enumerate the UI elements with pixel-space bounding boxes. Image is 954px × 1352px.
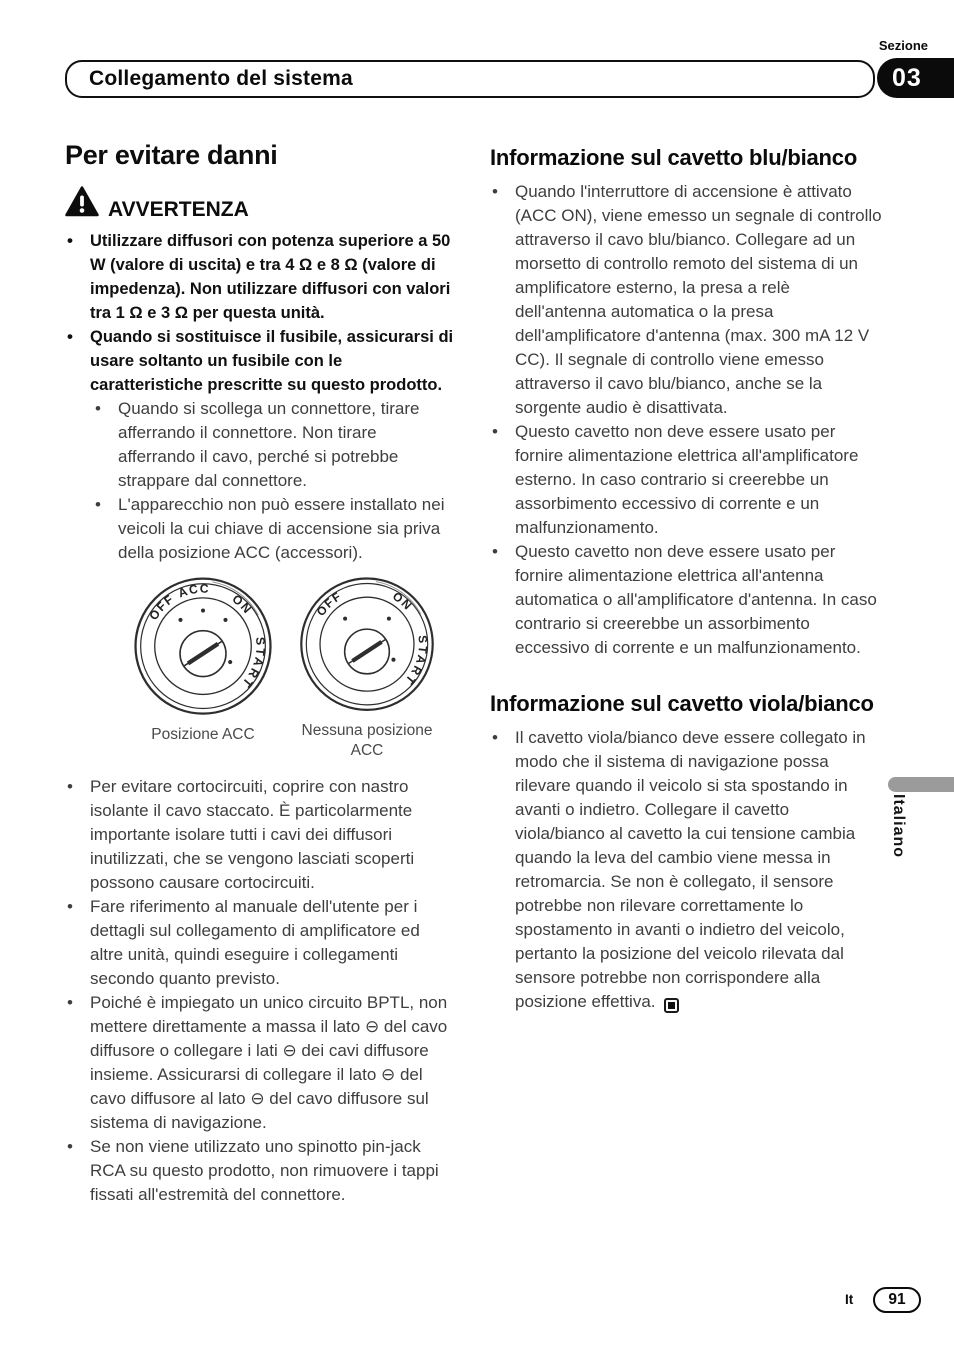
warning-bullet-list — [65, 229, 457, 397]
diagram-caption: Nessuna posizione ACC — [301, 722, 433, 759]
list-item: • Per evitare cortocircuiti, coprire con nastro isolante il cavo staccato. È particolarmente importante isolare tutti i cavi dei diffusori inutilizzati, che se vengono lasciati scoperti possono causare cortocircuiti. — [65, 775, 457, 895]
section-number: 03 — [892, 63, 922, 92]
ignition-switch-no-acc-illustration — [294, 573, 440, 719]
dial-label-start: START — [401, 634, 431, 689]
footer-language-abbr: It — [845, 1292, 854, 1307]
ignition-diagram-no-acc — [287, 573, 447, 761]
precaution-bullet-list — [65, 775, 457, 1207]
end-of-section-icon — [664, 998, 679, 1013]
list-item: • L'apparecchio non può essere installato nei veicoli la cui chiave di accensione sia priva della posizione ACC (accessori). — [65, 493, 457, 565]
blue-white-bullet-list — [490, 180, 882, 660]
ignition-diagram-acc — [123, 573, 283, 745]
dial-label-off: OFF — [313, 588, 345, 619]
dial-label-on: ON — [229, 591, 256, 617]
right-column — [490, 145, 882, 1014]
dial-label-acc: ACC — [176, 581, 211, 601]
list-item: • Poiché è impiegato un unico circuito BPTL, non mettere direttamente a massa il lato ⊖ del cavo diffusore o collegare i lati ⊖ dei cavi diffusore insieme. Assicurarsi di collegare il lato ⊖ del cavo diffusore al lato ⊖ del cavo diffusore sul sistema di navigazione. — [65, 991, 457, 1135]
section-label: Sezione — [878, 38, 928, 53]
list-item: • Questo cavetto non deve essere usato per fornire alimentazione elettrica all'antenna automatica o all'amplificatore d'antenna. In caso contrario si creerebbe un assorbimento eccessivo di corrente e un malfunzionamento. — [490, 540, 882, 660]
svg-text:OFF — [314, 589, 345, 619]
svg-text:START — [401, 635, 430, 689]
warning-label: AVVERTENZA — [108, 198, 249, 221]
list-item: • Fare riferimento al manuale dell'utente per i dettagli sul collegamento di amplificatore ed altre unità, quindi eseguire i collegamenti secondo quanto previsto. — [65, 895, 457, 991]
ignition-switch-acc-illustration — [128, 573, 278, 723]
list-item-text: Il cavetto viola/bianco deve essere collegato in modo che il sistema di navigazione possa rilevare quando il veicolo si sta spostando in avanti o indietro. Collegare il cavetto viola/bianco al cavetto la cui tensione cambia quando la leva del cambio viene messa in retromarcia. Se non è collegato, il sensore potrebbe non rilevare correttamente lo spostamento in avanti o indietro del veicolo, pertanto la posizione del veicolo rilevata dal sensore potrebbe non corrispondere alla posizione effettiva. — [515, 728, 866, 1011]
violet-white-bullet-list — [490, 726, 882, 1014]
section-heading-blue-white: Informazione sul cavetto blu/bianco — [490, 145, 858, 170]
warning-sub-list — [65, 397, 457, 565]
svg-text:ON — [390, 589, 415, 613]
language-tab-marker — [888, 777, 954, 792]
language-label-vertical: Italiano — [890, 794, 907, 859]
section-heading-violet-white: Informazione sul cavetto viola/bianco — [490, 691, 874, 716]
warning-triangle-icon — [65, 186, 99, 222]
section-number-badge — [877, 58, 954, 98]
svg-text:OFF — [146, 592, 176, 623]
left-column — [65, 140, 457, 1207]
warning-header — [65, 186, 457, 222]
svg-text:ON — [230, 592, 255, 617]
list-item: • Utilizzare diffusori con potenza superiore a 50 W (valore di uscita) e tra 4 Ω e 8 Ω (valore di impedenza). Non utilizzare diffusori con valori tra 1 Ω e 3 Ω per questa unità. — [65, 229, 457, 325]
list-item: • Quando si scollega un connettore, tirare afferrando il connettore. Non tirare afferrando il cavo, perché si potrebbe strappare dal connettore. — [65, 397, 457, 493]
page-title: Per evitare danni — [65, 140, 278, 170]
chapter-title: Collegamento del sistema — [89, 67, 353, 90]
page-number-pill — [873, 1287, 921, 1313]
diagram-caption: Posizione ACC — [151, 726, 255, 743]
list-item — [490, 726, 882, 1014]
list-item: • Quando si sostituisce il fusibile, assicurarsi di usare soltanto un fusibile con le caratteristiche prescritte su questo prodotto. — [65, 325, 457, 397]
dial-label-start: START — [238, 636, 268, 692]
chapter-title-bar — [65, 60, 875, 98]
dial-label-on: ON — [390, 589, 416, 614]
svg-text:START — [238, 637, 267, 692]
ignition-diagrams — [65, 573, 457, 761]
list-item: • Se non viene utilizzato uno spinotto pin-jack RCA su questo prodotto, non rimuovere i tappi fissati all'estremità del connettore. — [65, 1135, 457, 1207]
list-item: • Questo cavetto non deve essere usato per fornire alimentazione elettrica all'amplificatore esterno. In caso contrario si creerebbe un assorbimento eccessivo di corrente e un malfunzionamento. — [490, 420, 882, 540]
dial-label-off: OFF — [146, 591, 177, 623]
page-number: 91 — [888, 1291, 906, 1308]
list-item: • Quando l'interruttore di accensione è attivato (ACC ON), viene emesso un segnale di controllo attraverso il cavo blu/bianco. Collegare ad un morsetto di controllo remoto del sistema di un amplificatore esterno, la presa a relè dell'antenna automatica o la presa dell'amplificatore d'antenna (max. 300 mA 12 V CC). Il segnale di controllo viene emesso attraverso il cavo blu/bianco, anche se la sorgente audio è disattivata. — [490, 180, 882, 420]
